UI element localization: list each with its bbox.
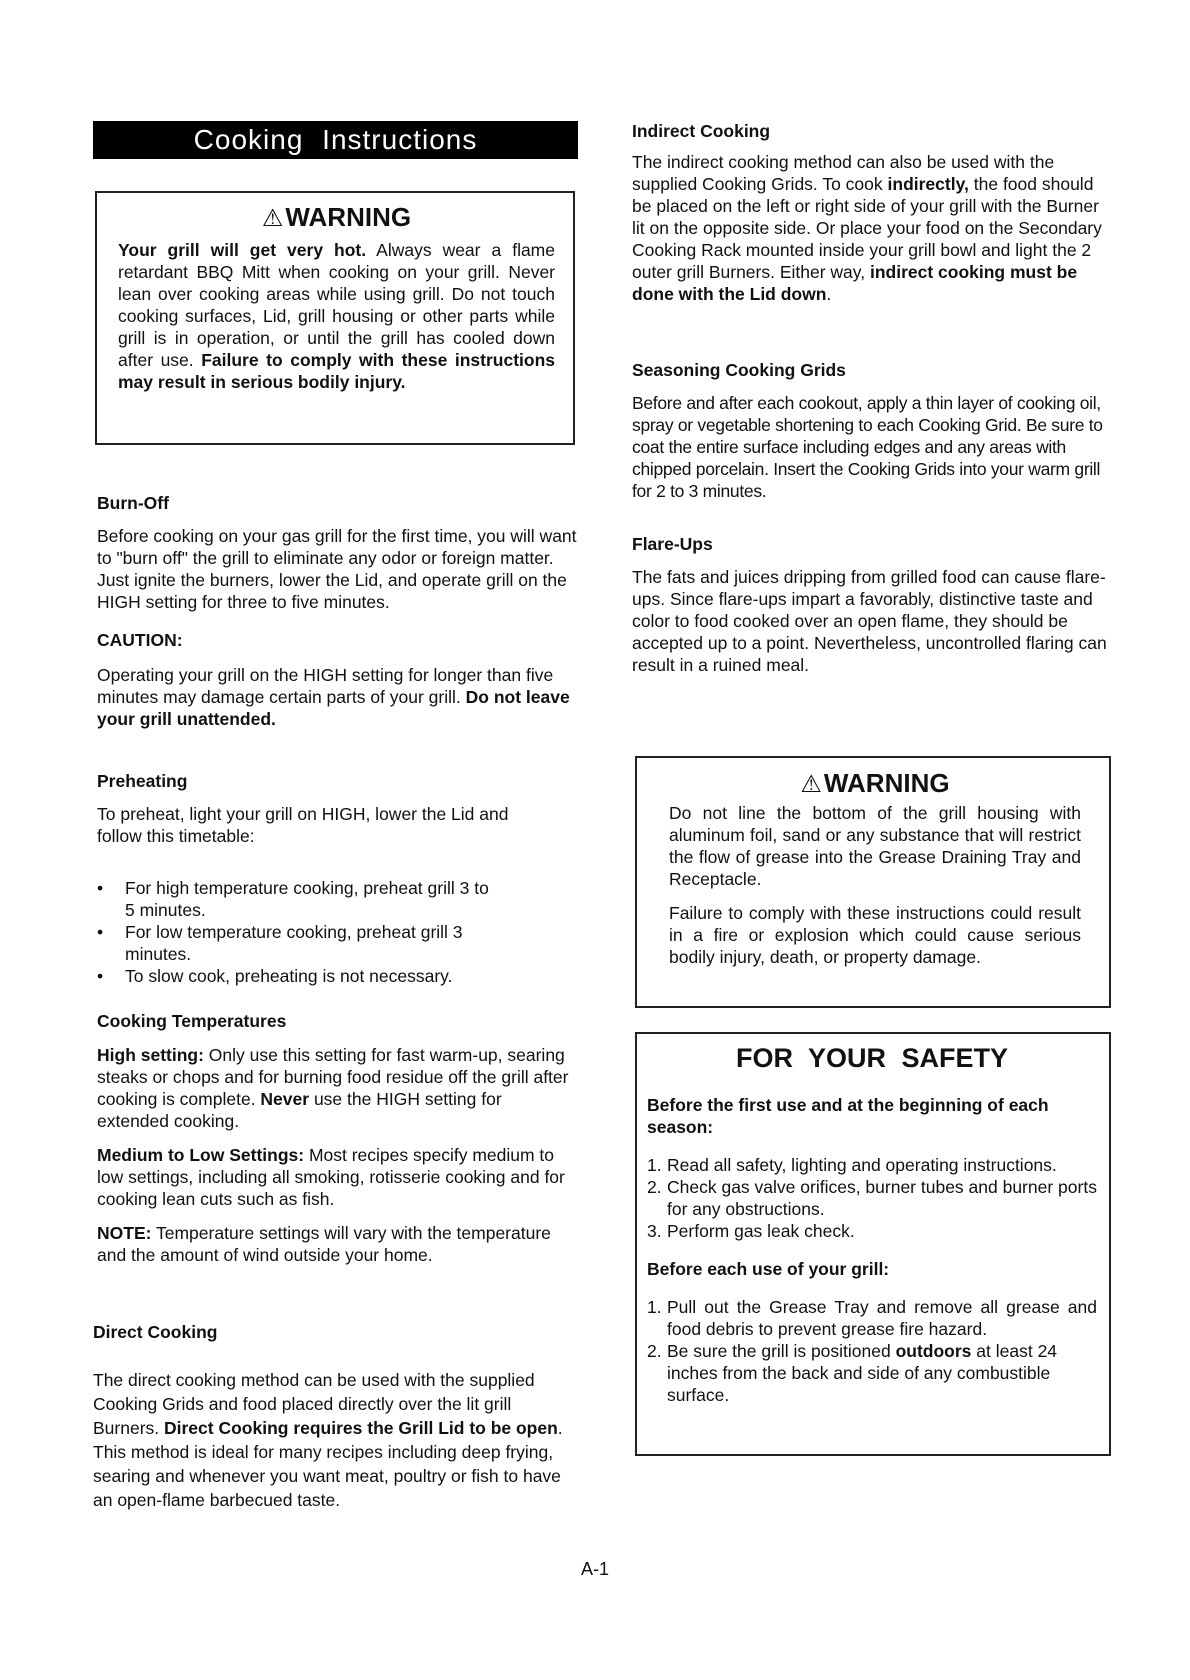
list-item: • For low temperature cooking, preheat grill 3 minutes. [97, 921, 497, 965]
list-item: 3. Perform gas leak check. [647, 1221, 855, 1241]
indirect-text: The indirect cooking method can also be used with the supplied Cooking Grids. To cook indirectly, the food should be placed on the left or right side of your grill with the Burner lit on the opposite side. Or place your food on the Secondary Cooking Rack mounted inside your grill bowl and light the 2 outer grill Burners. Either way, indirect cooking must be done with the Lid down. [632, 152, 1102, 304]
direct-text: The direct cooking method can be used with the supplied Cooking Grids and food placed directly over the lit grill Burners. Direct Cooking requires the Grill Lid to be open. This method is ideal for many recipes including deep frying, searing and whenever you want meat, poultry or fish to have an open-flame barbecued taste. [93, 1370, 563, 1510]
warning-box-foil [635, 756, 1111, 1008]
indirect-heading: Indirect Cooking [632, 121, 771, 141]
caution-heading: CAUTION: [97, 630, 183, 650]
note-text: NOTE: Temperature settings will vary with the temperature and the amount of wind outside your home. [97, 1223, 551, 1265]
page-number: A-1 [580, 1559, 609, 1579]
safety-subheading-season: Before the first use and at the beginning of each season: [647, 1095, 1049, 1137]
preheating-text: To preheat, light your grill on HIGH, lower the Lid and follow this timetable: [97, 804, 509, 846]
medium-setting-text: Medium to Low Settings: Most recipes specify medium to low settings, including all smoking, rotisserie cooking and for cooking lean cuts such as fish. [97, 1145, 565, 1209]
warning-text: Your grill will get very hot. Always wear a flame retardant BBQ Mitt when cooking on your grill. Never lean over cooking areas while using grill. Do not touch cooking surfaces, Lid, grill housing or other parts while grill is in operation, or until the grill has cooled down after use. Failure to comply with these instructions may result in serious bodily injury. [118, 240, 555, 392]
safety-title: FOR YOUR SAFETY [735, 1043, 1009, 1073]
list-item: 1. Pull out the Grease Tray and remove all grease and food debris to prevent grease fire hazard. [647, 1297, 1097, 1339]
preheating-heading: Preheating [97, 771, 188, 791]
warning-triangle-icon: ⚠ [800, 771, 822, 798]
direct-heading: Direct Cooking [93, 1322, 218, 1342]
safety-list-each-use [647, 1296, 1097, 1406]
list-item: • To slow cook, preheating is not necessary. [97, 965, 497, 987]
caution-text: Operating your grill on the HIGH setting for longer than five minutes may damage certain parts of your grill. Do not leave your grill unattended. [97, 665, 570, 729]
seasoning-heading: Seasoning Cooking Grids [632, 360, 846, 380]
list-item: 2. Be sure the grill is positioned outdoors at least 24 inches from the back and side of any combustible surface. [647, 1341, 1058, 1405]
list-item: • For high temperature cooking, preheat grill 3 to 5 minutes. [97, 877, 497, 921]
safety-list-season [647, 1154, 1097, 1242]
temps-heading: Cooking Temperatures [97, 1011, 287, 1031]
safety-box [635, 1032, 1111, 1456]
burnoff-text: Before cooking on your gas grill for the first time, you will want to "burn off" the grill to eliminate any odor or foreign matter. Just ignite the burners, lower the Lid, and operate grill on the HIGH setting for three to five minutes. [97, 526, 577, 612]
list-item: 1. Read all safety, lighting and operating instructions. [647, 1155, 1057, 1175]
warning-heading: ⚠WARNING [800, 768, 950, 798]
safety-subheading-each-use: Before each use of your grill: [647, 1259, 890, 1279]
warning-text-foil: Do not line the bottom of the grill housing with aluminum foil, sand or any substance that will restrict the flow of grease into the Grease Draining Tray and Receptacle. [669, 803, 1081, 889]
warning-text-failure: Failure to comply with these instructions could result in a fire or explosion which could cause serious bodily injury, death, or property damage. [669, 903, 1081, 967]
warning-triangle-icon: ⚠ [261, 205, 284, 232]
seasoning-text: Before and after each cookout, apply a thin layer of cooking oil, spray or vegetable shortening to each Cooking Grid. Be sure to coat the entire surface including edges and any areas with chipped porcelain. Insert the Cooking Grids into your warm grill for 2 to 3 minutes. [632, 393, 1103, 501]
warning-heading: ⚠WARNING [261, 202, 412, 232]
preheating-list [97, 877, 497, 987]
burnoff-heading: Burn-Off [97, 493, 169, 513]
warning-box-heat [95, 191, 575, 445]
list-item: 2. Check gas valve orifices, burner tubes and burner ports for any obstructions. [647, 1177, 1097, 1219]
flareups-heading: Flare-Ups [632, 534, 713, 554]
flareups-text: The fats and juices dripping from grilled food can cause flare-ups. Since flare-ups impart a favorably, distinctive taste and color to food cooked over an open flame, they should be accepted up to a point. Nevertheless, uncontrolled flaring can result in a ruined meal. [632, 567, 1107, 675]
page-title: Cooking Instructions [93, 121, 578, 159]
high-setting-text: High setting: Only use this setting for fast warm-up, searing steaks or chops and for burning food residue off the grill after cooking is complete. Never use the HIGH setting for extended cooking. [97, 1045, 569, 1131]
